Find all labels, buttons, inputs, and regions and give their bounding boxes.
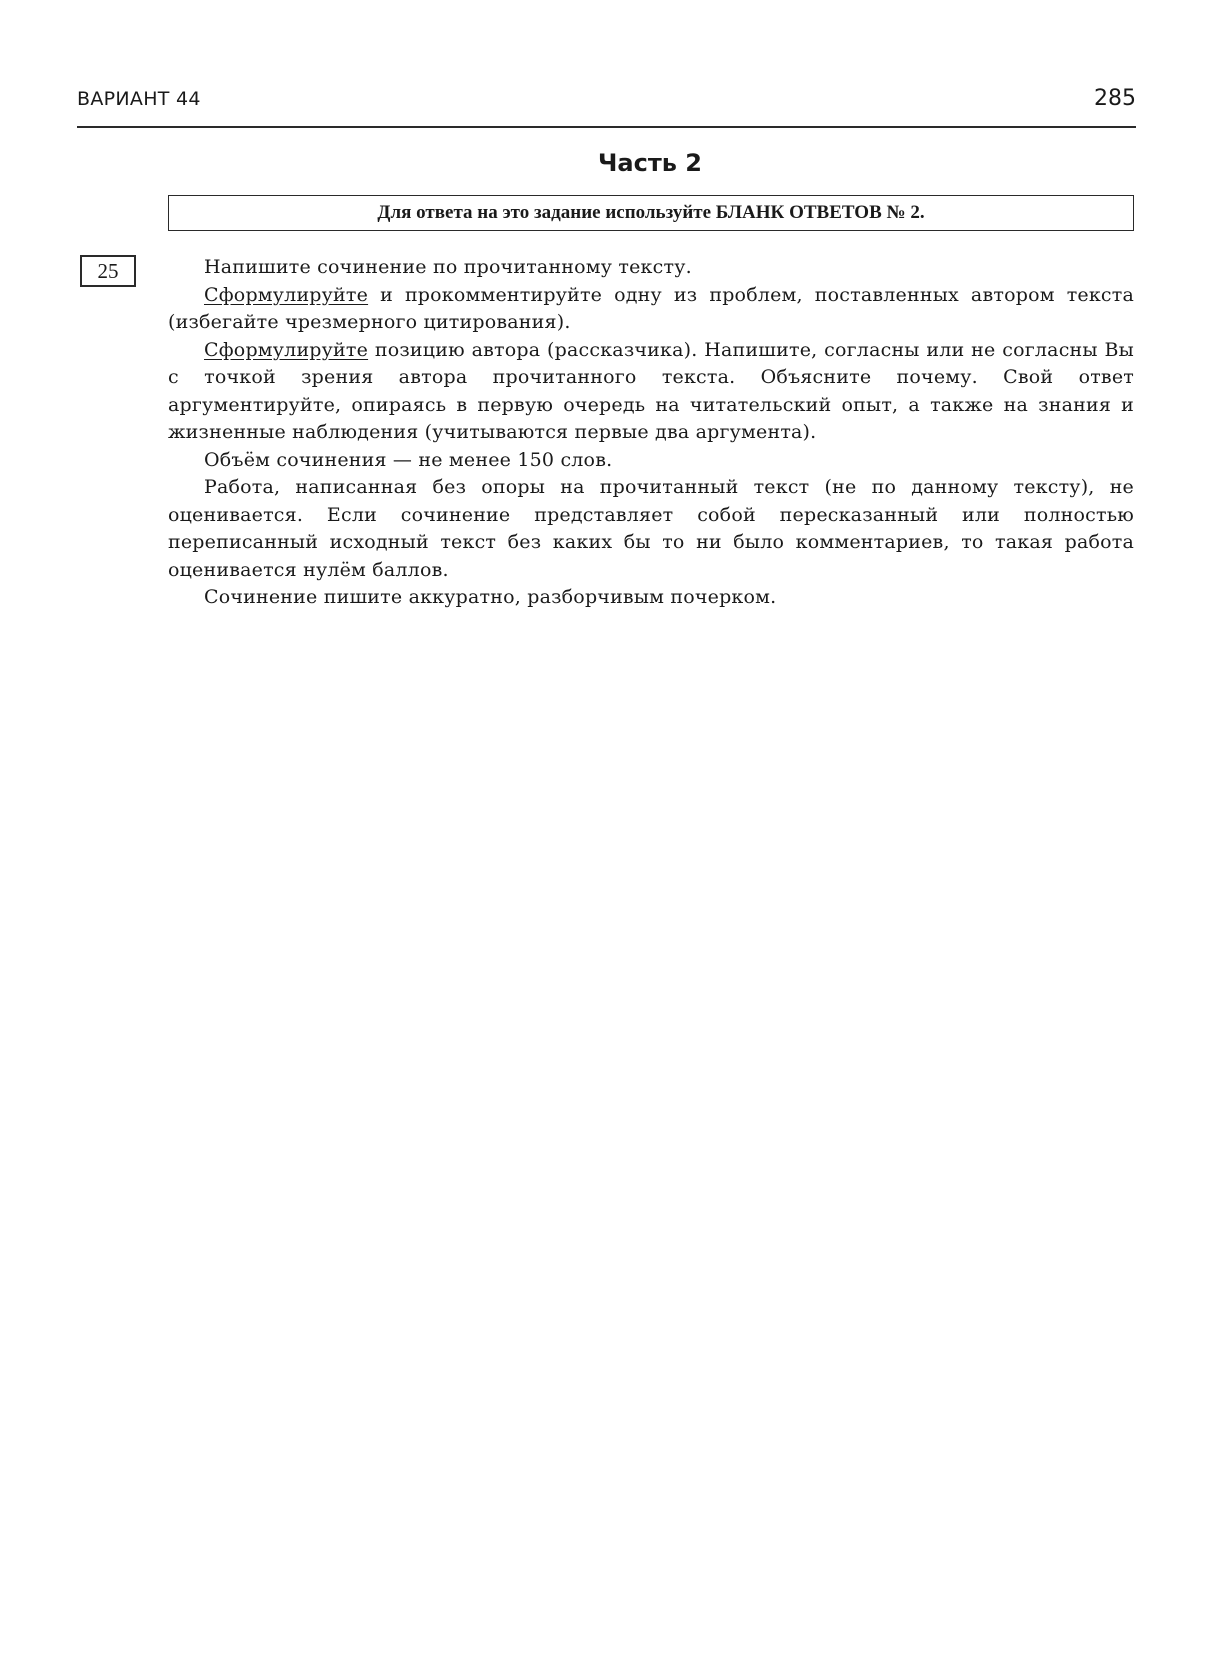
task-number: 25	[97, 258, 119, 283]
instruction-box	[168, 195, 1134, 231]
keyword-formulate-position: Сформулируйте	[204, 338, 369, 361]
variant-label: ВАРИАНТ 44	[77, 88, 201, 110]
task-paragraph-5: Работа, написанная без опоры на прочитанный текст (не по данному тексту), не оценивается. Если сочинение представляет собой пересказанный или полностью переписанный исходный текст без каких бы то ни было комментариев, то такая работа оценивается нулём баллов.	[168, 476, 1134, 581]
task-paragraph-3	[168, 337, 1134, 447]
part-title: Часть 2	[598, 149, 702, 177]
task-paragraph-2	[168, 282, 1134, 337]
keyword-formulate: Сформулируйте	[204, 283, 369, 306]
task-number-box	[80, 255, 136, 287]
task-paragraph-2-text: и прокомментируйте одну из проблем, поставленных автором текста (избегайте чрезмерного цитирования).	[168, 283, 1134, 333]
task-paragraph-6: Сочинение пишите аккуратно, разборчивым почерком.	[204, 586, 777, 608]
task-paragraph-4: Объём сочинения — не менее 150 слов.	[204, 448, 613, 471]
page-number: 285	[1094, 86, 1136, 111]
running-header	[77, 86, 1136, 128]
task-paragraph-1: Напишите сочинение по прочитанному тексту.	[204, 256, 692, 278]
task-body	[168, 254, 1134, 612]
task-paragraph-3-text: позицию автора (рассказчика). Напишите, согласны или не согласны Вы с точкой зрения автора прочитанного текста. Объясните почему. Свой ответ аргументируйте, опираясь в первую очередь на читательский опыт, а также на знания и жизненные наблюдения (учитываются первые два аргумента).	[168, 338, 1134, 443]
instruction-text: Для ответа на это задание используйте БЛАНК ОТВЕТОВ № 2.	[377, 202, 925, 223]
